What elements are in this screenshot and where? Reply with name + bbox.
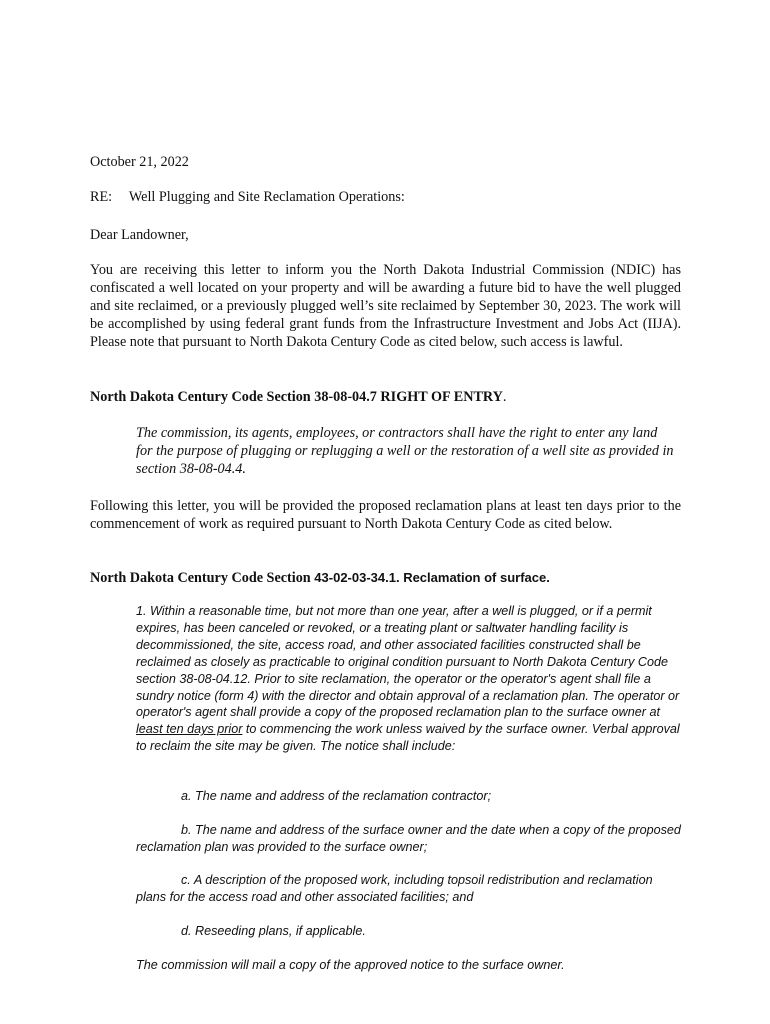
section2-text-after: to commencing the work unless waived by the surface owner. Verbal approval to reclaim the site may be given. The notice shall include: — [136, 722, 680, 754]
re-subject: Well Plugging and Site Reclamation Operations: — [128, 189, 405, 205]
section2-text-underlined: least ten days prior — [136, 722, 243, 737]
section2-heading — [90, 569, 681, 587]
section2-heading-lead: North Dakota Century Code Section — [90, 570, 311, 586]
section1-heading-period: . — [502, 389, 507, 405]
letter-date: October 21, 2022 — [90, 154, 189, 170]
section2-text-before: 1. Within a reasonable time, but not more than one year, after a well is plugged, or if a permit expires, has been canceled or revoked, or a treating plant or saltwater handling facility is decommissioned, the site, access road, and other associated facilities constructed shall be reclaimed as closely as practicable to original condition pursuant to North Dakota Century Code section 38-08-04.12. Prior to site reclamation, the operator or the operator's agent shall file a sundry notice (form 4) with the director and obtain approval of a reclamation plan. The operator or operator's agent shall provide a copy of the proposed reclamation plan to the surface owner at — [136, 604, 680, 720]
section2-paragraph — [136, 603, 681, 755]
section1-quote: The commission, its agents, employees, or contractors shall have the right to enter any land for the purpose of plugging or replugging a well or the restoration of a well site as provided in section 38-08-04.4. — [136, 425, 674, 477]
re-line — [90, 188, 681, 206]
list-item-d: d. Reseeding plans, if applicable. — [181, 924, 366, 938]
list-item-a: a. The name and address of the reclamation contractor; — [181, 789, 492, 803]
salutation: Dear Landowner, — [90, 227, 189, 243]
re-label: RE: — [90, 189, 113, 205]
list-item-b: b. The name and address of the surface owner and the date when a copy of the proposed reclamation plan was provided to the surface owner; — [136, 823, 681, 854]
section1-heading — [90, 388, 681, 406]
list-item-c: c. A description of the proposed work, including topsoil redistribution and reclamation plans for the access road and other associated facilities; and — [136, 873, 653, 904]
intro-paragraph: You are receiving this letter to inform you the North Dakota Industrial Commission (NDIC) has confiscated a well located on your property and will be awarding a future bid to have the well plugged and site reclaimed, or a previously plugged well’s site reclaimed by September 30, 2023. The work will be accomplished by using federal grant funds from the Infrastructure Investment and Jobs Act (IIJA). Please note that pursuant to North Dakota Century Code as cited below, such access is lawful. — [90, 262, 681, 350]
section1-heading-text: North Dakota Century Code Section 38-08-04.7 RIGHT OF ENTRY — [90, 389, 503, 405]
closing-line: The commission will mail a copy of the approved notice to the surface owner. — [136, 958, 565, 972]
section2-heading-rest: 43-02-03-34.1. Reclamation of surface. — [310, 570, 550, 585]
following-paragraph: Following this letter, you will be provided the proposed reclamation plans at least ten days prior to the commencement of work as required pursuant to North Dakota Century Code as cited below. — [90, 498, 681, 532]
